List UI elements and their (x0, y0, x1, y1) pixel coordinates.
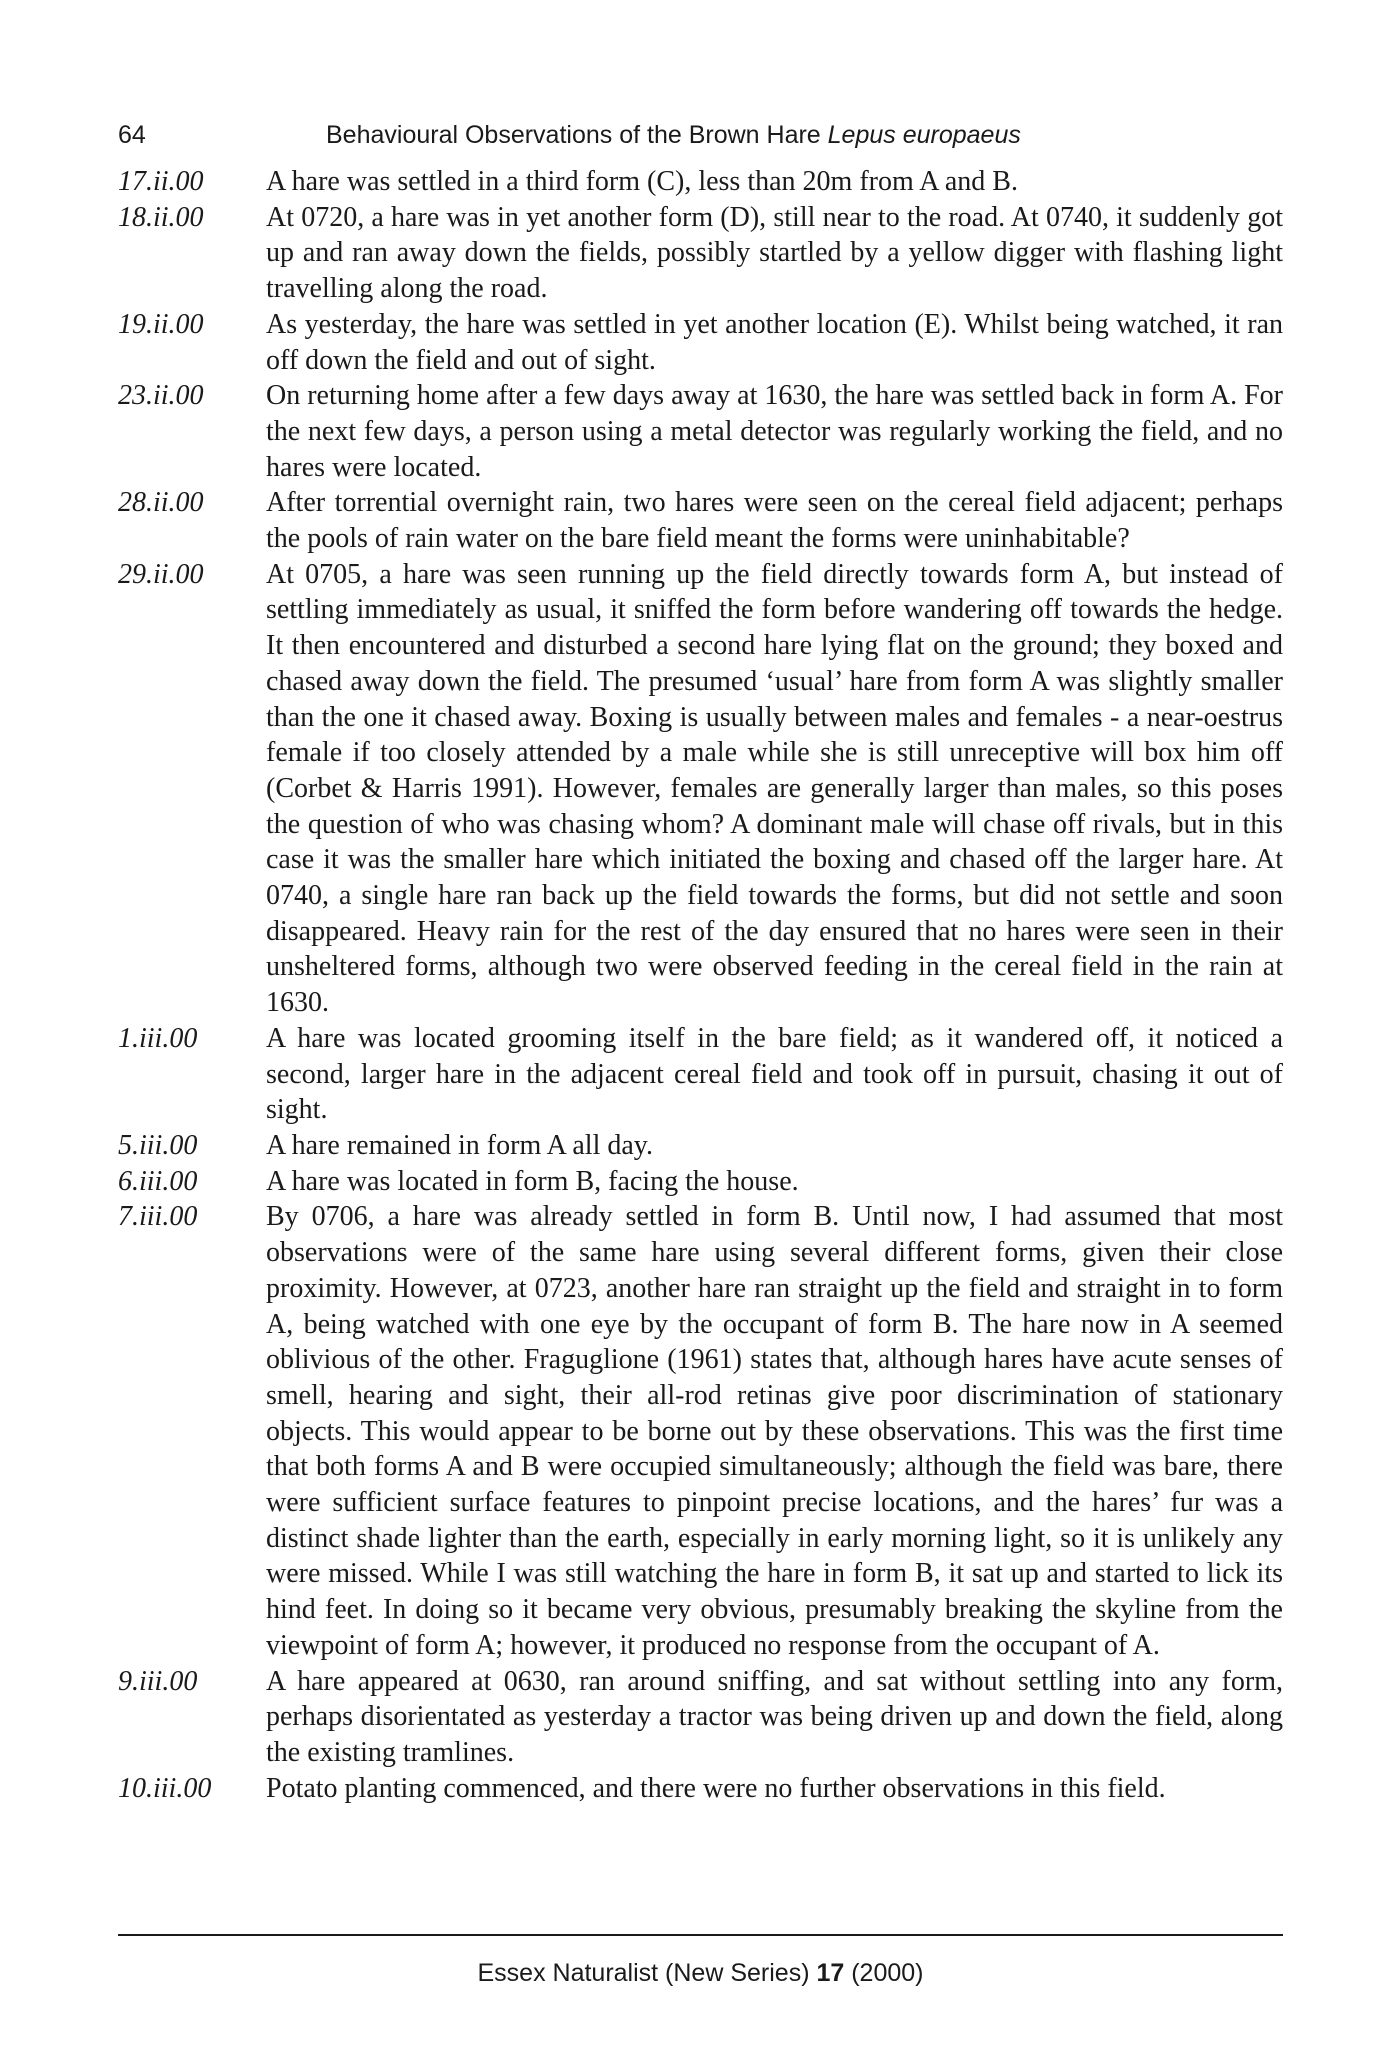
entry-text: After torrential overnight rain, two hares were seen on the cereal field adjacent; perhaps the pools of rain water on the bare field meant the forms were uninhabitable? (266, 487, 1283, 555)
entry-date: 19.ii.00 (118, 308, 204, 340)
entry-date: 29.ii.00 (118, 558, 204, 590)
entry-date: 9.iii.00 (118, 1665, 198, 1697)
log-entry (118, 1199, 1283, 1663)
entry-text: A hare appeared at 0630, ran around sniffing, and sat without settling into any form, perhaps disorientated as yesterday a tractor was being driven up and down the field, along the existing tramlines. (266, 1665, 1283, 1768)
entry-text: On returning home after a few days away at 1630, the hare was settled back in form A. For the next few days, a person using a metal detector was regularly working the field, and no hares were located. (266, 380, 1284, 483)
entry-date: 17.ii.00 (118, 166, 204, 197)
entry-text: As yesterday, the hare was settled in yet another location (E). Whilst being watched, it ran off down the field and out of sight. (266, 308, 1283, 376)
log-entry (118, 307, 1283, 378)
log-entry (118, 485, 1283, 556)
footer-divider (118, 1934, 1283, 1936)
entry-text: A hare was located in form B, facing the house. (266, 1165, 799, 1197)
running-header (118, 118, 1283, 152)
journal-name: Essex Naturalist (New Series) (477, 1959, 817, 1987)
entry-date: 6.iii.00 (118, 1165, 198, 1197)
running-title-text: Behavioural Observations of the Brown Hare (326, 121, 828, 149)
log-entry (118, 1771, 1283, 1807)
log-entry (118, 1164, 1283, 1200)
page-number: 64 (118, 121, 146, 149)
running-title-species: Lepus europaeus (827, 121, 1021, 149)
entry-date: 10.iii.00 (118, 1772, 212, 1804)
entry-text: At 0720, a hare was in yet another form (D), still near to the road. At 0740, it suddenly got up and ran away down the fields, possibly startled by a yellow digger with flashing light travelling along the road. (266, 201, 1283, 305)
running-title (326, 118, 1021, 152)
entry-text: A hare remained in form A all day. (266, 1129, 653, 1161)
entry-text: A hare was located grooming itself in the bare field; as it wandered off, it noticed a second, larger hare in the adjacent cereal field and took off in pursuit, chasing it out of sight. (266, 1022, 1283, 1126)
log-entry (118, 378, 1283, 485)
entry-text: At 0705, a hare was seen running up the field directly towards form A, but instead of settling immediately as usual, it sniffed the form before wandering off towards the hedge. It then encountered and disturbed a second hare lying flat on the ground; they boxed and chased away down the field. The presumed ‘usual’ hare from form A was slightly smaller than the one it chased away. Boxing is usually between males and females - a near-oestrus female if too closely attended by a male while she is still unreceptive will box him off (Corbet & Harris 1991). However, females are generally larger than males, so this poses the question of who was chasing whom? A dominant male will chase off rivals, but in this case it was the smaller hare which initiated the boxing and chased off the larger hare. At 0740, a single hare ran back up the field towards the forms, but did not settle and soon disappeared. Heavy rain for the rest of the day ensured that no hares were seen in their unsheltered forms, although two were observed feeding in the cereal field in the rain at 1630. (266, 558, 1283, 1019)
log-entry (118, 1664, 1283, 1771)
log-entry (118, 164, 1283, 200)
entry-date: 5.iii.00 (118, 1129, 198, 1161)
log-entry (118, 557, 1283, 1021)
entry-text: A hare was settled in a third form (C), less than 20m from A and B. (266, 166, 1018, 197)
entry-text: Potato planting commenced, and there were no further observations in this field. (266, 1772, 1166, 1804)
log-entry (118, 1128, 1283, 1164)
entry-date: 18.ii.00 (118, 201, 204, 233)
entry-text: By 0706, a hare was already settled in form B. Until now, I had assumed that most observations were of the same hare using several different forms, given their close proximity. However, at 0723, another hare ran straight up the field and straight in to form A, being watched with one eye by the occupant of form B. The hare now in A seemed oblivious of the other. Fraguglione (1961) states that, although hares have acute senses of smell, hearing and sight, their all-rod retinas give poor discrimination of stationary objects. This would appear to be borne out by these observations. This was the first time that both forms A and B were occupied simultaneously; although the field was bare, there were sufficient surface features to pinpoint precise locations, and the hares’ fur was a distinct shade lighter than the earth, especially in early morning light, so it is unlikely any were missed. While I was still watching the hare in form B, it sat up and started to lick its hind feet. In doing so it became very obvious, presumably breaking the skyline from the viewpoint of form A; however, it produced no response from the occupant of A. (266, 1201, 1283, 1661)
log-entry (118, 200, 1283, 307)
entry-date: 28.ii.00 (118, 487, 204, 519)
entry-date: 1.iii.00 (118, 1022, 198, 1054)
entry-date: 23.ii.00 (118, 380, 204, 412)
observation-log (118, 164, 1283, 1806)
journal-volume: 17 (816, 1959, 845, 1987)
entry-date: 7.iii.00 (118, 1201, 198, 1233)
journal-year: (2000) (844, 1959, 924, 1987)
log-entry (118, 1021, 1283, 1128)
journal-footer (118, 1956, 1283, 1990)
